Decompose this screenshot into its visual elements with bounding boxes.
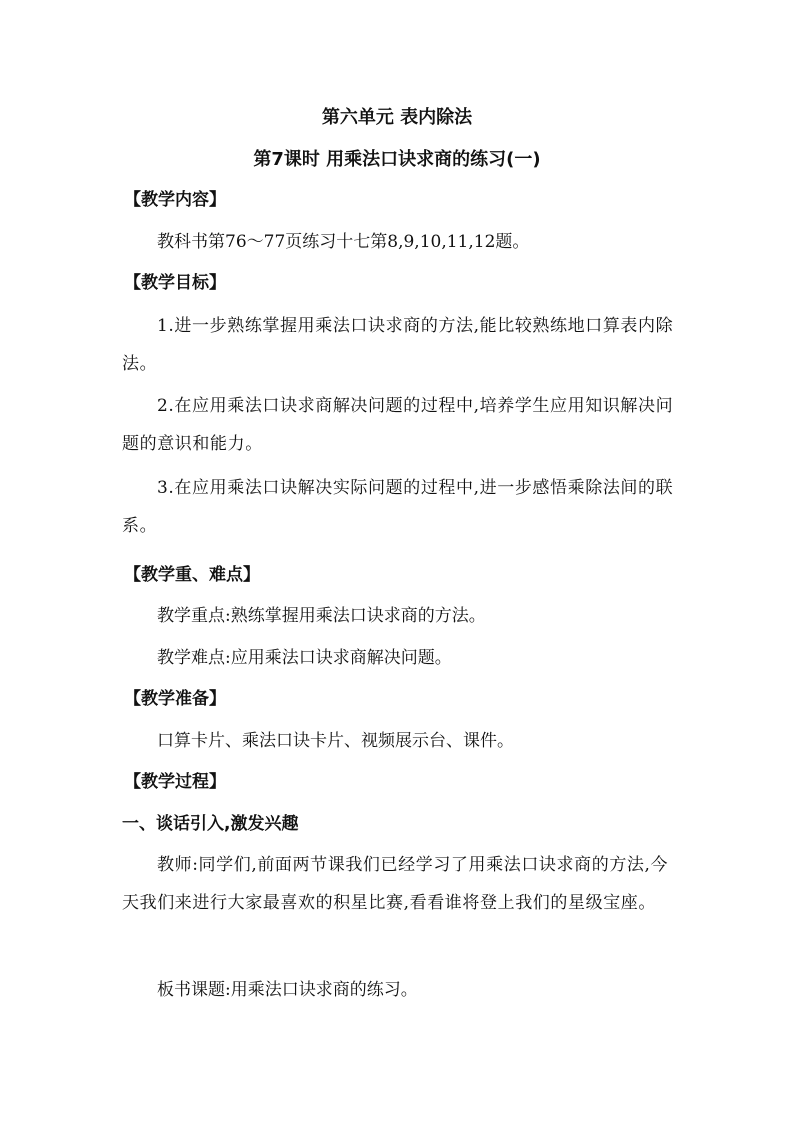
content-text: 教科书第76～77页练习十七第8,9,10,11,12题。 xyxy=(157,232,530,252)
content-heading: 【教学内容】 xyxy=(124,190,226,210)
section-1-heading: 一、谈话引入,激发兴趣 xyxy=(122,814,299,834)
goal-2: 2.在应用乘法口诀求商解决问题的过程中,培养学生应用知识解决问题的意识和能力。 xyxy=(122,396,674,454)
key-point: 教学重点:熟练掌握用乘法口诀求商的方法。 xyxy=(157,606,486,626)
goal-3: 3.在应用乘法口诀解决实际问题的过程中,进一步感悟乘除法间的联系。 xyxy=(122,478,674,536)
unit-title: 第六单元 表内除法 xyxy=(321,107,473,128)
key-heading: 【教学重、难点】 xyxy=(124,565,260,585)
prep-text: 口算卡片、乘法口诀卡片、视频展示台、课件。 xyxy=(157,731,514,751)
difficult-point: 教学难点:应用乘法口诀求商解决问题。 xyxy=(157,648,452,668)
goal-1: 1.进一步熟练掌握用乘法口诀求商的方法,能比较熟练地口算表内除法。 xyxy=(122,316,674,374)
goals-heading: 【教学目标】 xyxy=(124,273,226,293)
prep-heading: 【教学准备】 xyxy=(124,689,226,709)
teacher-text: 教师:同学们,前面两节课我们已经学习了用乘法口诀求商的方法,今天我们来进行大家最喜欢的积星比赛,看看谁将登上我们的星级宝座。 xyxy=(122,855,669,913)
lesson-title: 第7课时 用乘法口诀求商的练习(一) xyxy=(253,149,541,170)
board-text: 板书课题:用乘法口诀求商的练习。 xyxy=(157,980,418,1000)
process-heading: 【教学过程】 xyxy=(124,772,226,792)
